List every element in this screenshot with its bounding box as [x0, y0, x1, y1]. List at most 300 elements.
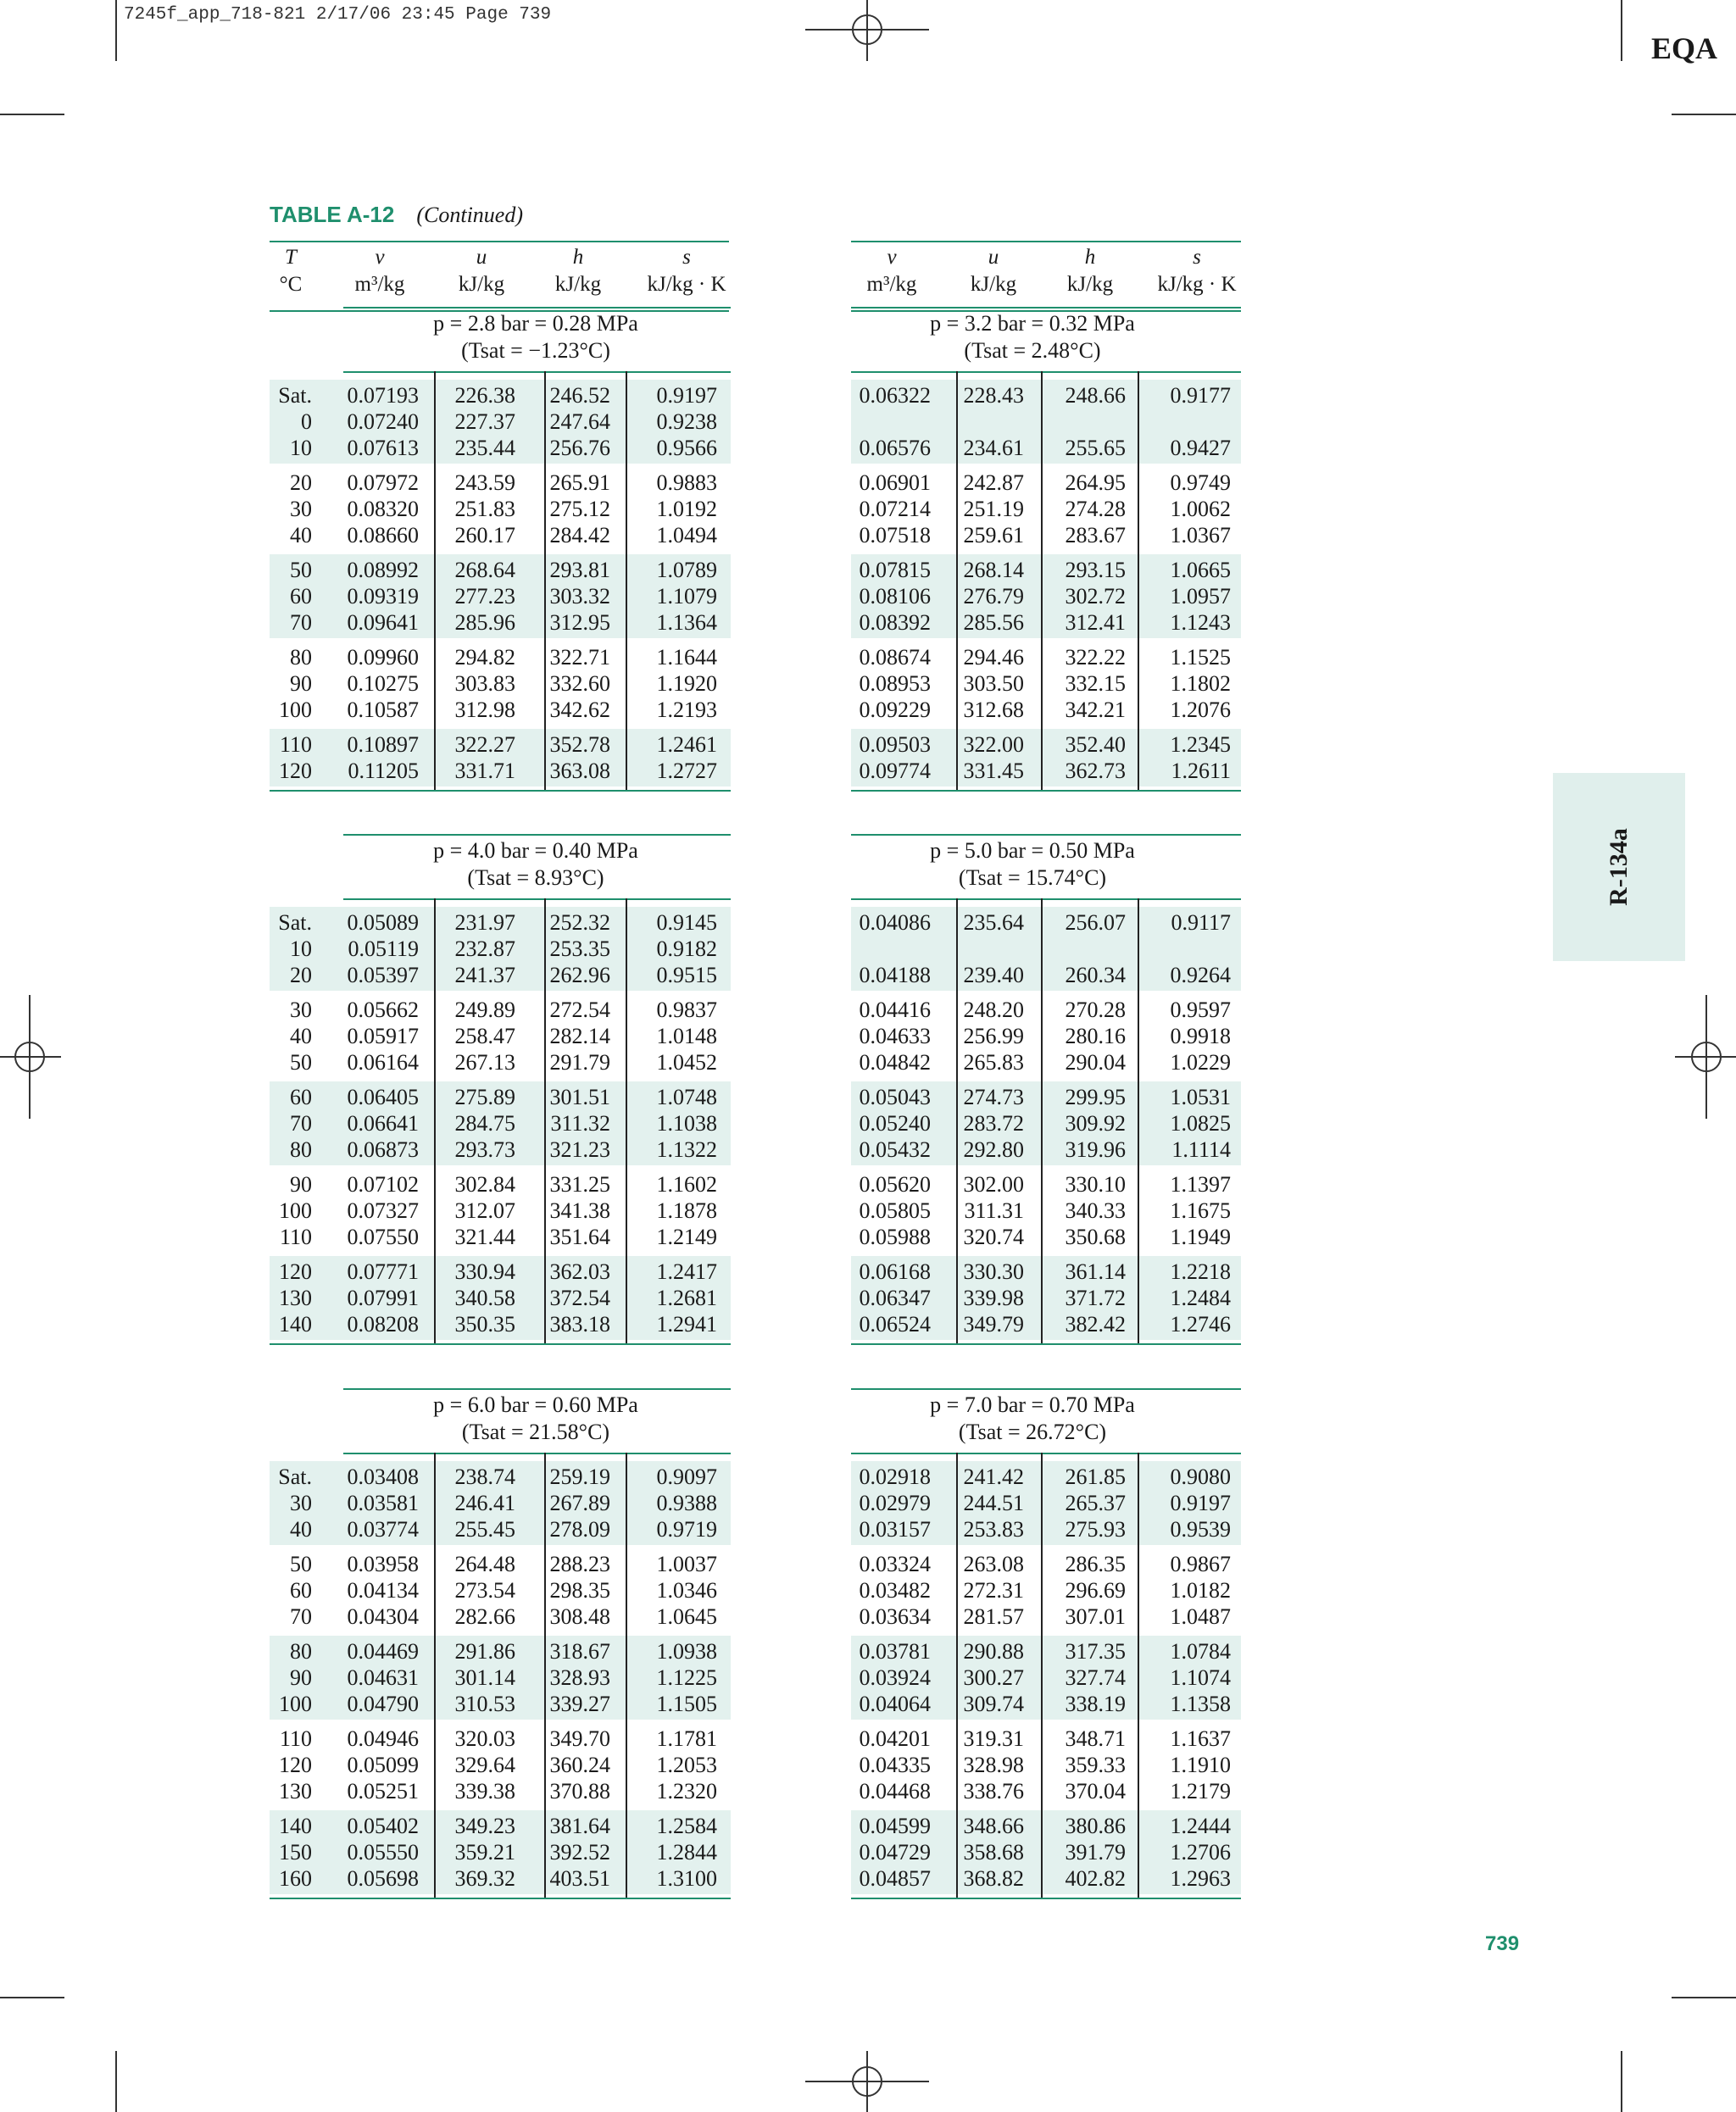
table-cell: 391.79 [1065, 1840, 1126, 1865]
block-bottom-rule [270, 1898, 731, 1899]
table-cell: 382.42 [1065, 1312, 1126, 1337]
table-cell: 0.02979 [859, 1491, 931, 1515]
crop-mark [115, 2051, 117, 2112]
table-cell: 80 [290, 1639, 312, 1664]
column-symbol: h [1084, 246, 1096, 269]
table-cell: 100 [279, 1198, 312, 1223]
block-bottom-rule [851, 790, 1241, 792]
table-cell: 0.05402 [347, 1814, 419, 1838]
block-top-rule [851, 1388, 1241, 1390]
table-cell: 260.17 [454, 523, 515, 547]
table-cell: 120 [279, 1259, 312, 1284]
table-cell: 0.06641 [347, 1111, 419, 1136]
block-bottom-rule [851, 1898, 1241, 1899]
table-cell: 0.9867 [1170, 1552, 1231, 1576]
table-cell: 1.2941 [656, 1312, 717, 1337]
table-cell: 1.1225 [656, 1665, 717, 1690]
table-cell: 283.67 [1065, 523, 1126, 547]
table-cell: 0.08674 [859, 645, 931, 670]
block-bottom-rule [851, 1343, 1241, 1345]
table-cell: 348.71 [1065, 1726, 1126, 1751]
table-cell: 312.95 [549, 610, 610, 635]
table-cell: 317.35 [1065, 1639, 1126, 1664]
table-cell: 339.27 [549, 1692, 610, 1716]
table-cell: 370.04 [1065, 1779, 1126, 1804]
table-cell: 231.97 [454, 910, 515, 935]
table-cell: 283.72 [963, 1111, 1024, 1136]
table-cell: 0.9197 [1170, 1491, 1231, 1515]
table-cell: 301.51 [549, 1085, 610, 1109]
crop-mark [0, 1997, 64, 1998]
table-cell: 235.44 [454, 436, 515, 460]
table-cell: 0.05662 [347, 998, 419, 1022]
table-cell: 312.41 [1065, 610, 1126, 635]
table-cell: 1.1505 [656, 1692, 717, 1716]
table-row [0, 557, 1246, 583]
table-cell: 263.08 [963, 1552, 1024, 1576]
table-cell: 293.15 [1065, 558, 1126, 582]
table-cell: 309.92 [1065, 1111, 1126, 1136]
table-cell: 296.69 [1065, 1578, 1126, 1603]
table-cell: 0.05698 [347, 1866, 419, 1891]
table-cell: 40 [290, 1517, 312, 1542]
table-cell: 0.10587 [347, 698, 419, 722]
table-cell: 130 [279, 1779, 312, 1804]
table-cell: 60 [290, 1578, 312, 1603]
table-cell: 60 [290, 1085, 312, 1109]
table-cell: 255.45 [454, 1517, 515, 1542]
table-cell: 320.74 [963, 1225, 1024, 1249]
table-cell: 267.13 [454, 1050, 515, 1075]
table-cell: 0.03324 [859, 1552, 931, 1576]
table-cell: 291.79 [549, 1050, 610, 1075]
table-cell: 0.08660 [347, 523, 419, 547]
table-cell: 0.05397 [347, 963, 419, 987]
table-cell: 1.2844 [656, 1840, 717, 1865]
table-cell: 368.82 [963, 1866, 1024, 1891]
table-cell: 268.14 [963, 558, 1024, 582]
table-cell: 0.04469 [347, 1639, 419, 1664]
table-cell: 362.03 [549, 1259, 610, 1284]
column-symbol: s [1193, 246, 1201, 269]
table-cell: 265.91 [549, 470, 610, 495]
table-cell: 0.09229 [859, 698, 931, 722]
table-cell: 0.9719 [656, 1517, 717, 1542]
table-cell: 359.21 [454, 1840, 515, 1865]
table-cell: 0.07518 [859, 523, 931, 547]
table-cell: 338.19 [1065, 1692, 1126, 1716]
table-cell: 342.62 [549, 698, 610, 722]
pressure-title: p = 6.0 bar = 0.60 MPa [433, 1392, 638, 1417]
column-symbol: T [285, 246, 297, 269]
block-sub-rule [851, 898, 1241, 900]
table-row [0, 1551, 1246, 1577]
table-cell: 1.2727 [656, 759, 717, 783]
crop-mark [0, 114, 64, 115]
table-cell: 0.9427 [1170, 436, 1231, 460]
pressure-title: p = 7.0 bar = 0.70 MPa [930, 1392, 1135, 1417]
table-row [0, 609, 1246, 636]
table-cell: 243.59 [454, 470, 515, 495]
table-cell: 1.0148 [656, 1024, 717, 1048]
table-cell: 238.74 [454, 1465, 515, 1489]
table-cell: 0.03958 [347, 1552, 419, 1576]
table-cell: 282.14 [549, 1024, 610, 1048]
table-cell: 0.07991 [347, 1286, 419, 1310]
table-cell: 246.52 [549, 383, 610, 408]
table-cell: 110 [279, 1225, 312, 1249]
table-cell: 0.08953 [859, 671, 931, 696]
table-cell: 259.19 [549, 1465, 610, 1489]
table-cell: 0.07193 [347, 383, 419, 408]
table-cell: 1.1781 [656, 1726, 717, 1751]
table-cell: 352.78 [549, 732, 610, 757]
block-bottom-rule [270, 790, 731, 792]
table-cell: 1.1878 [656, 1198, 717, 1223]
table-cell: 1.2706 [1170, 1840, 1231, 1865]
table-cell: 1.1637 [1170, 1726, 1231, 1751]
table-cell: 1.2484 [1170, 1286, 1231, 1310]
table-row [0, 522, 1246, 548]
table-cell: 290.04 [1065, 1050, 1126, 1075]
table-cell: 284.42 [549, 523, 610, 547]
table-cell: 1.2193 [656, 698, 717, 722]
table-cell: 0.06322 [859, 383, 931, 408]
table-cell: 1.3100 [656, 1866, 717, 1891]
table-row [0, 1603, 1246, 1630]
table-cell: 255.65 [1065, 436, 1126, 460]
crop-mark [1672, 1997, 1736, 1998]
table-cell: 241.37 [454, 963, 515, 987]
table-row [0, 670, 1246, 697]
table-cell: 140 [279, 1312, 312, 1337]
table-cell: 339.38 [454, 1779, 515, 1804]
table-cell: 0.03408 [347, 1465, 419, 1489]
table-cell: 303.32 [549, 584, 610, 609]
table-cell: 330.10 [1065, 1172, 1126, 1197]
table-cell: 1.0062 [1170, 497, 1231, 521]
table-row [0, 1577, 1246, 1603]
table-cell: 0.9145 [656, 910, 717, 935]
table-cell: 0.07102 [347, 1172, 419, 1197]
table-cell: 1.0192 [656, 497, 717, 521]
column-symbol: s [682, 246, 691, 269]
table-row [0, 1839, 1246, 1865]
table-cell: 270.28 [1065, 998, 1126, 1022]
table-cell: 1.0037 [656, 1552, 717, 1576]
table-cell: 282.66 [454, 1604, 515, 1629]
block-top-rule [343, 1388, 731, 1390]
table-cell: 302.72 [1065, 584, 1126, 609]
table-cell: 0.07815 [859, 558, 931, 582]
table-cell: 322.71 [549, 645, 610, 670]
table-cell: 267.89 [549, 1491, 610, 1515]
table-cell: 130 [279, 1286, 312, 1310]
table-cell: 30 [290, 1491, 312, 1515]
table-cell: 0.07214 [859, 497, 931, 521]
table-cell: 310.53 [454, 1692, 515, 1716]
table-cell: 1.1114 [1171, 1137, 1231, 1162]
table-cell: 350.68 [1065, 1225, 1126, 1249]
table-cell: 349.79 [963, 1312, 1024, 1337]
table-cell: 1.2149 [656, 1225, 717, 1249]
saturation-temperature: (Tsat = 15.74°C) [958, 865, 1107, 890]
column-symbol: u [988, 246, 999, 269]
table-cell: 0.9264 [1170, 963, 1231, 987]
table-cell: 0.08320 [347, 497, 419, 521]
table-cell: 340.58 [454, 1286, 515, 1310]
table-cell: 0.04857 [859, 1866, 931, 1891]
table-cell: 302.00 [963, 1172, 1024, 1197]
table-cell: 0.07613 [347, 436, 419, 460]
table-cell: 319.96 [1065, 1137, 1126, 1162]
table-cell: 280.16 [1065, 1024, 1126, 1048]
table-cell: 312.68 [963, 698, 1024, 722]
table-cell: 0.07240 [347, 409, 419, 434]
table-cell: 252.32 [549, 910, 610, 935]
table-cell: 1.2963 [1170, 1866, 1231, 1891]
table-cell: 0.06576 [859, 436, 931, 460]
table-cell: 247.64 [549, 409, 610, 434]
pressure-title: p = 4.0 bar = 0.40 MPa [433, 838, 638, 863]
registration-mark-circle [1691, 1042, 1722, 1072]
table-cell: 0.9388 [656, 1491, 717, 1515]
table-cell: 341.38 [549, 1198, 610, 1223]
table-cell: 0.04729 [859, 1840, 931, 1865]
table-cell: 309.74 [963, 1692, 1024, 1716]
table-cell: 1.2076 [1170, 698, 1231, 722]
saturation-temperature: (Tsat = 8.93°C) [467, 865, 604, 890]
table-cell: 1.0665 [1170, 558, 1231, 582]
table-cell: 0.06347 [859, 1286, 931, 1310]
table-cell: 1.1397 [1170, 1172, 1231, 1197]
print-slug: 7245f_app_718-821 2/17/06 23:45 Page 739 [124, 5, 552, 25]
table-cell: 70 [290, 610, 312, 635]
table-cell: 264.48 [454, 1552, 515, 1576]
table-cell: 0.10897 [347, 732, 419, 757]
table-cell: 359.33 [1065, 1753, 1126, 1777]
table-cell: 0.06168 [859, 1259, 931, 1284]
table-cell: 120 [279, 1753, 312, 1777]
table-cell: 0.09641 [347, 610, 419, 635]
table-cell: 0.05251 [347, 1779, 419, 1804]
table-cell: 0.05119 [348, 937, 419, 961]
table-cell: 1.0229 [1170, 1050, 1231, 1075]
table-cell: 0.06901 [859, 470, 931, 495]
table-cell: 277.23 [454, 584, 515, 609]
table-cell: 1.2218 [1170, 1259, 1231, 1284]
table-cell: 232.87 [454, 937, 515, 961]
table-cell: 251.19 [963, 497, 1024, 521]
table-cell: 332.60 [549, 671, 610, 696]
table-cell: 1.1910 [1170, 1753, 1231, 1777]
saturation-temperature: (Tsat = 2.48°C) [964, 338, 1101, 363]
table-cell: 383.18 [549, 1312, 610, 1337]
table-cell: 0.06873 [347, 1137, 419, 1162]
table-cell: 381.64 [549, 1814, 610, 1838]
table-cell: 0.09774 [859, 759, 931, 783]
table-cell: 392.52 [549, 1840, 610, 1865]
table-row [0, 1224, 1246, 1250]
table-cell: 372.54 [549, 1286, 610, 1310]
table-cell: 0.9515 [656, 963, 717, 987]
table-cell: 259.61 [963, 523, 1024, 547]
table-cell: 288.23 [549, 1552, 610, 1576]
table-cell: 0.04304 [347, 1604, 419, 1629]
table-cell: 340.33 [1065, 1198, 1126, 1223]
table-cell: 329.64 [454, 1753, 515, 1777]
table-cell: 0.09960 [347, 645, 419, 670]
table-cell: 303.50 [963, 671, 1024, 696]
block-top-rule [851, 834, 1241, 836]
table-cell: 244.51 [963, 1491, 1024, 1515]
block-sub-rule [343, 898, 731, 900]
table-cell: 50 [290, 1552, 312, 1576]
table-cell: 0.05917 [347, 1024, 419, 1048]
table-cell: 322.00 [963, 732, 1024, 757]
table-cell: 0.9117 [1171, 910, 1231, 935]
table-cell: 0.06164 [347, 1050, 419, 1075]
table-cell: 0.03157 [859, 1517, 931, 1542]
column-unit: kJ/kg [970, 273, 1017, 296]
table-cell: 1.0346 [656, 1578, 717, 1603]
pressure-title: p = 3.2 bar = 0.32 MPa [930, 311, 1135, 336]
table-cell: 0.05089 [347, 910, 419, 935]
table-row [0, 1813, 1246, 1839]
table-cell: 0.07972 [347, 470, 419, 495]
table-cell: 226.38 [454, 383, 515, 408]
table-cell: 40 [290, 1024, 312, 1048]
table-cell: 361.14 [1065, 1259, 1126, 1284]
table-cell: 10 [290, 436, 312, 460]
table-cell: 256.76 [549, 436, 610, 460]
table-cell: 242.87 [963, 470, 1024, 495]
table-cell: 292.80 [963, 1137, 1024, 1162]
table-cell: 0.9566 [656, 436, 717, 460]
column-unit: kJ/kg [1066, 273, 1114, 296]
table-cell: 312.07 [454, 1198, 515, 1223]
column-symbol: v [887, 246, 897, 269]
table-cell: 284.75 [454, 1111, 515, 1136]
table-cell: 338.76 [963, 1779, 1024, 1804]
table-cell: 50 [290, 558, 312, 582]
table-cell: 239.40 [963, 963, 1024, 987]
table-row [0, 644, 1246, 670]
section-tab [1553, 773, 1685, 961]
table-cell: 241.42 [963, 1465, 1024, 1489]
table-row [0, 1691, 1246, 1717]
table-cell: 262.96 [549, 963, 610, 987]
table-cell: 30 [290, 998, 312, 1022]
table-row [0, 1023, 1246, 1049]
table-cell: 0.04188 [859, 963, 931, 987]
table-cell: 1.1322 [656, 1137, 717, 1162]
table-cell: 0.11205 [348, 759, 419, 783]
table-row [0, 1638, 1246, 1665]
table-cell: 278.09 [549, 1517, 610, 1542]
table-row [0, 731, 1246, 758]
table-cell: 332.15 [1065, 671, 1126, 696]
table-cell: 286.35 [1065, 1552, 1126, 1576]
table-cell: 0.04416 [859, 998, 931, 1022]
table-cell: 330.94 [454, 1259, 515, 1284]
table-cell: 1.1802 [1170, 671, 1231, 696]
table-row [0, 409, 1246, 435]
table-cell: 0.03482 [859, 1578, 931, 1603]
table-cell: 90 [290, 1665, 312, 1690]
table-cell: 1.2320 [656, 1779, 717, 1804]
table-cell: 0.03924 [859, 1665, 931, 1690]
table-cell: 363.08 [549, 759, 610, 783]
table-label: TABLE A-12 [270, 202, 395, 227]
table-cell: 274.28 [1065, 497, 1126, 521]
table-cell: 235.64 [963, 910, 1024, 935]
table-cell: 0.9837 [656, 998, 717, 1022]
table-cell: 1.2681 [656, 1286, 717, 1310]
column-header [619, 244, 754, 298]
table-cell: 0.05550 [347, 1840, 419, 1865]
table-cell: 285.56 [963, 610, 1024, 635]
table-cell: 348.66 [963, 1814, 1024, 1838]
table-cell: 253.35 [549, 937, 610, 961]
table-cell: 1.1079 [656, 584, 717, 609]
table-cell: 265.37 [1065, 1491, 1126, 1515]
table-cell: 140 [279, 1814, 312, 1838]
table-cell: 318.67 [549, 1639, 610, 1664]
table-cell: 1.0784 [1170, 1639, 1231, 1664]
table-cell: 0.04633 [859, 1024, 931, 1048]
table-row [0, 1110, 1246, 1137]
table-row [0, 1490, 1246, 1516]
table-row [0, 1084, 1246, 1110]
table-cell: 272.54 [549, 998, 610, 1022]
block-bottom-rule [270, 1343, 731, 1345]
table-cell: 275.89 [454, 1085, 515, 1109]
table-cell: 20 [290, 470, 312, 495]
table-cell: 331.25 [549, 1172, 610, 1197]
table-cell: 294.46 [963, 645, 1024, 670]
table-cell: 0.03634 [859, 1604, 931, 1629]
table-cell: 320.03 [454, 1726, 515, 1751]
table-cell: 260.34 [1065, 963, 1126, 987]
table-cell: 1.1074 [1170, 1665, 1231, 1690]
table-cell: 1.1038 [656, 1111, 717, 1136]
table-cell: 0.04134 [347, 1578, 419, 1603]
column-unit: kJ/kg · K [1157, 273, 1237, 296]
table-cell: 1.2746 [1170, 1312, 1231, 1337]
block-sub-rule [343, 371, 731, 373]
table-continued: (Continued) [416, 203, 523, 227]
table-cell: 352.40 [1065, 732, 1126, 757]
table-row [0, 496, 1246, 522]
table-cell: 0.08208 [347, 1312, 419, 1337]
table-cell: 327.74 [1065, 1665, 1126, 1690]
table-row [0, 697, 1246, 723]
table-row [0, 1259, 1246, 1285]
table-cell: 100 [279, 1692, 312, 1716]
table-cell: 328.93 [549, 1665, 610, 1690]
table-cell: 0.09503 [859, 732, 931, 757]
table-cell: 264.95 [1065, 470, 1126, 495]
saturation-temperature: (Tsat = 26.72°C) [958, 1420, 1107, 1444]
table-cell: 268.64 [454, 558, 515, 582]
table-cell: 272.31 [963, 1578, 1024, 1603]
table-cell: 276.79 [963, 584, 1024, 609]
pressure-title: p = 5.0 bar = 0.50 MPa [930, 838, 1135, 863]
table-cell: 0.04790 [347, 1692, 419, 1716]
crop-mark [115, 0, 117, 61]
table-cell: 1.1243 [1170, 610, 1231, 635]
